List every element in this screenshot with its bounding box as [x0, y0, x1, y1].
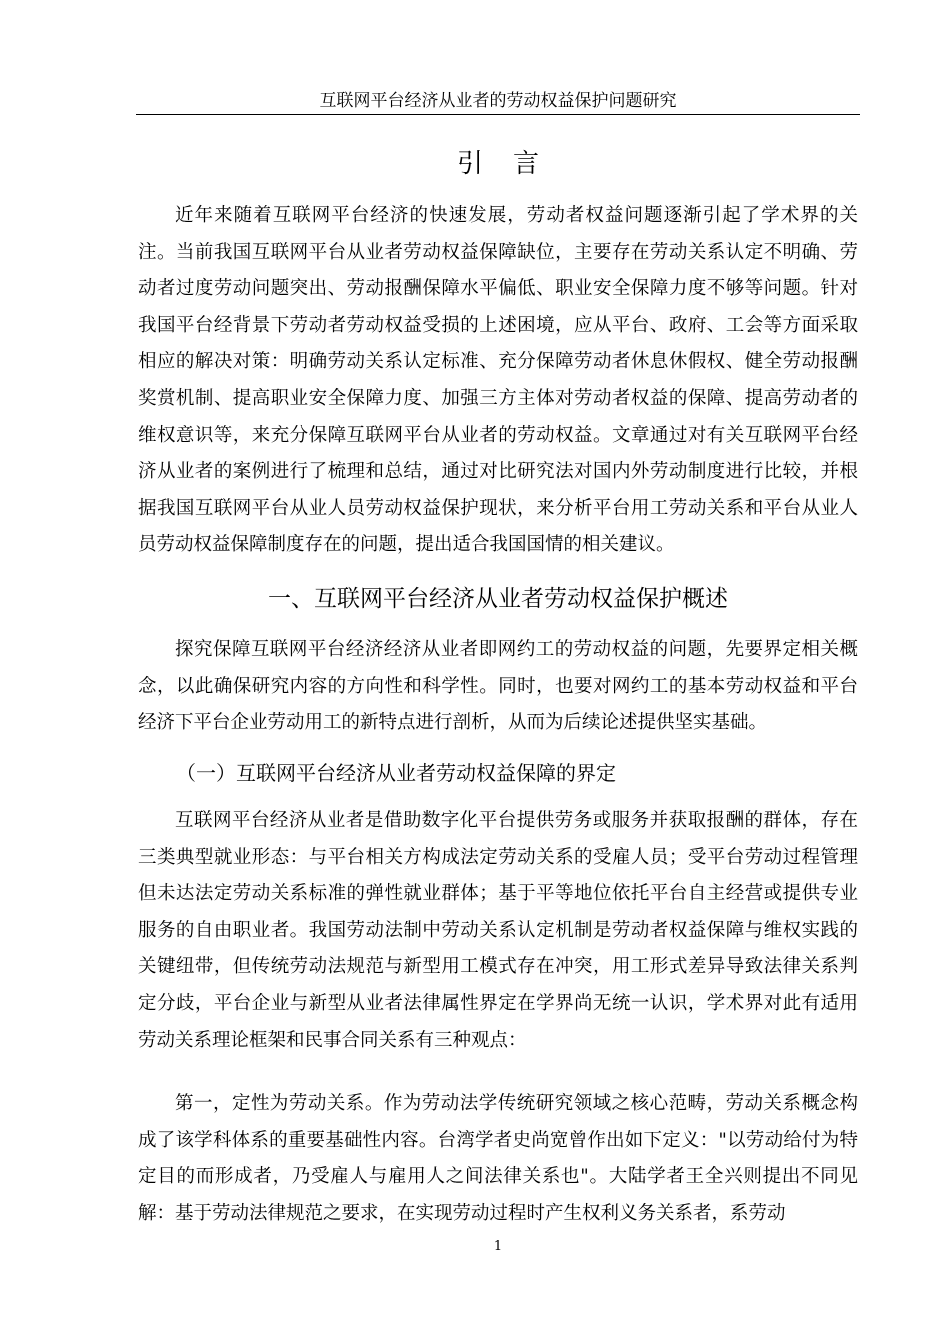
subsection-1-paragraph-1: 互联网平台经济从业者是借助数字化平台提供劳务或服务并获取报酬的群体，存在三类典型就业形态：与平台相关方构成法定劳动关系的受雇人员；受平台劳动过程管理但未达法定劳动关系标准的弹性就业群体；基于平等地位依托平台自主经营或提供专业服务的自由职业者。我国劳动法制中劳动关系认定机制是劳动者权益保障与维权实践的关键纽带，但传统劳动法规范与新型用工模式存在冲突，用工形式差异导致法律关系判定分歧，平台企业与新型从业者法律属性界定在学界尚无统一认识，学术界对此有适用劳动关系理论框架和民事合同关系有三种观点：	[138, 810, 858, 1051]
running-header: 互联网平台经济从业者的劳动权益保护问题研究	[319, 91, 677, 111]
subsection-1-title: （一）互联网平台经济从业者劳动权益保障的界定	[176, 761, 616, 785]
intro-title: 引言	[456, 149, 569, 179]
section-1-title: 一、互联网平台经济从业者劳动权益保护概述	[268, 586, 728, 612]
subsection-1-paragraph-2: 第一，定性为劳动关系。作为劳动法学传统研究领域之核心范畴，劳动关系概念构成了该学科体系的重要基础性内容。台湾学者史尚宽曾作出如下定义："以劳动给付为特定目的而形成者，乃受雇人与雇用人之间法律关系也"。大陆学者王全兴则提出不同见解：基于劳动法律规范之要求，在实现劳动过程时产生权利义务关系者，系劳动	[138, 1093, 858, 1224]
intro-paragraph: 近年来随着互联网平台经济的快速发展，劳动者权益问题逐渐引起了学术界的关注。当前我国互联网平台从业者劳动权益保障缺位，主要存在劳动关系认定不明确、劳动者过度劳动问题突出、劳动报酬保障水平偏低、职业安全保障力度不够等问题。针对我国平台经背景下劳动者劳动权益受损的上述困境，应从平台、政府、工会等方面采取相应的解决对策：明确劳动关系认定标准、充分保障劳动者休息休假权、健全劳动报酬奖赏机制、提高职业安全保障力度、加强三方主体对劳动者权益的保障、提高劳动者的维权意识等，来充分保障互联网平台从业者的劳动权益。文章通过对有关互联网平台经济从业者的案例进行了梳理和总结，通过对比研究法对国内外劳动制度进行比较，并根据我国互联网平台从业人员劳动权益保护现状，来分析平台用工劳动关系和平台从业人员劳动权益保障制度存在的问题，提出适合我国国情的相关建议。	[138, 205, 858, 556]
section-1-paragraph: 探究保障互联网平台经济经济从业者即网约工的劳动权益的问题，先要界定相关概念，以此确保研究内容的方向性和科学性。同时，也要对网约工的基本劳动权益和平台经济下平台企业劳动用工的新特点进行剖析，从而为后续论述提供坚实基础。	[138, 639, 858, 734]
header-rule	[136, 114, 860, 115]
page-number: 1	[493, 1239, 503, 1254]
